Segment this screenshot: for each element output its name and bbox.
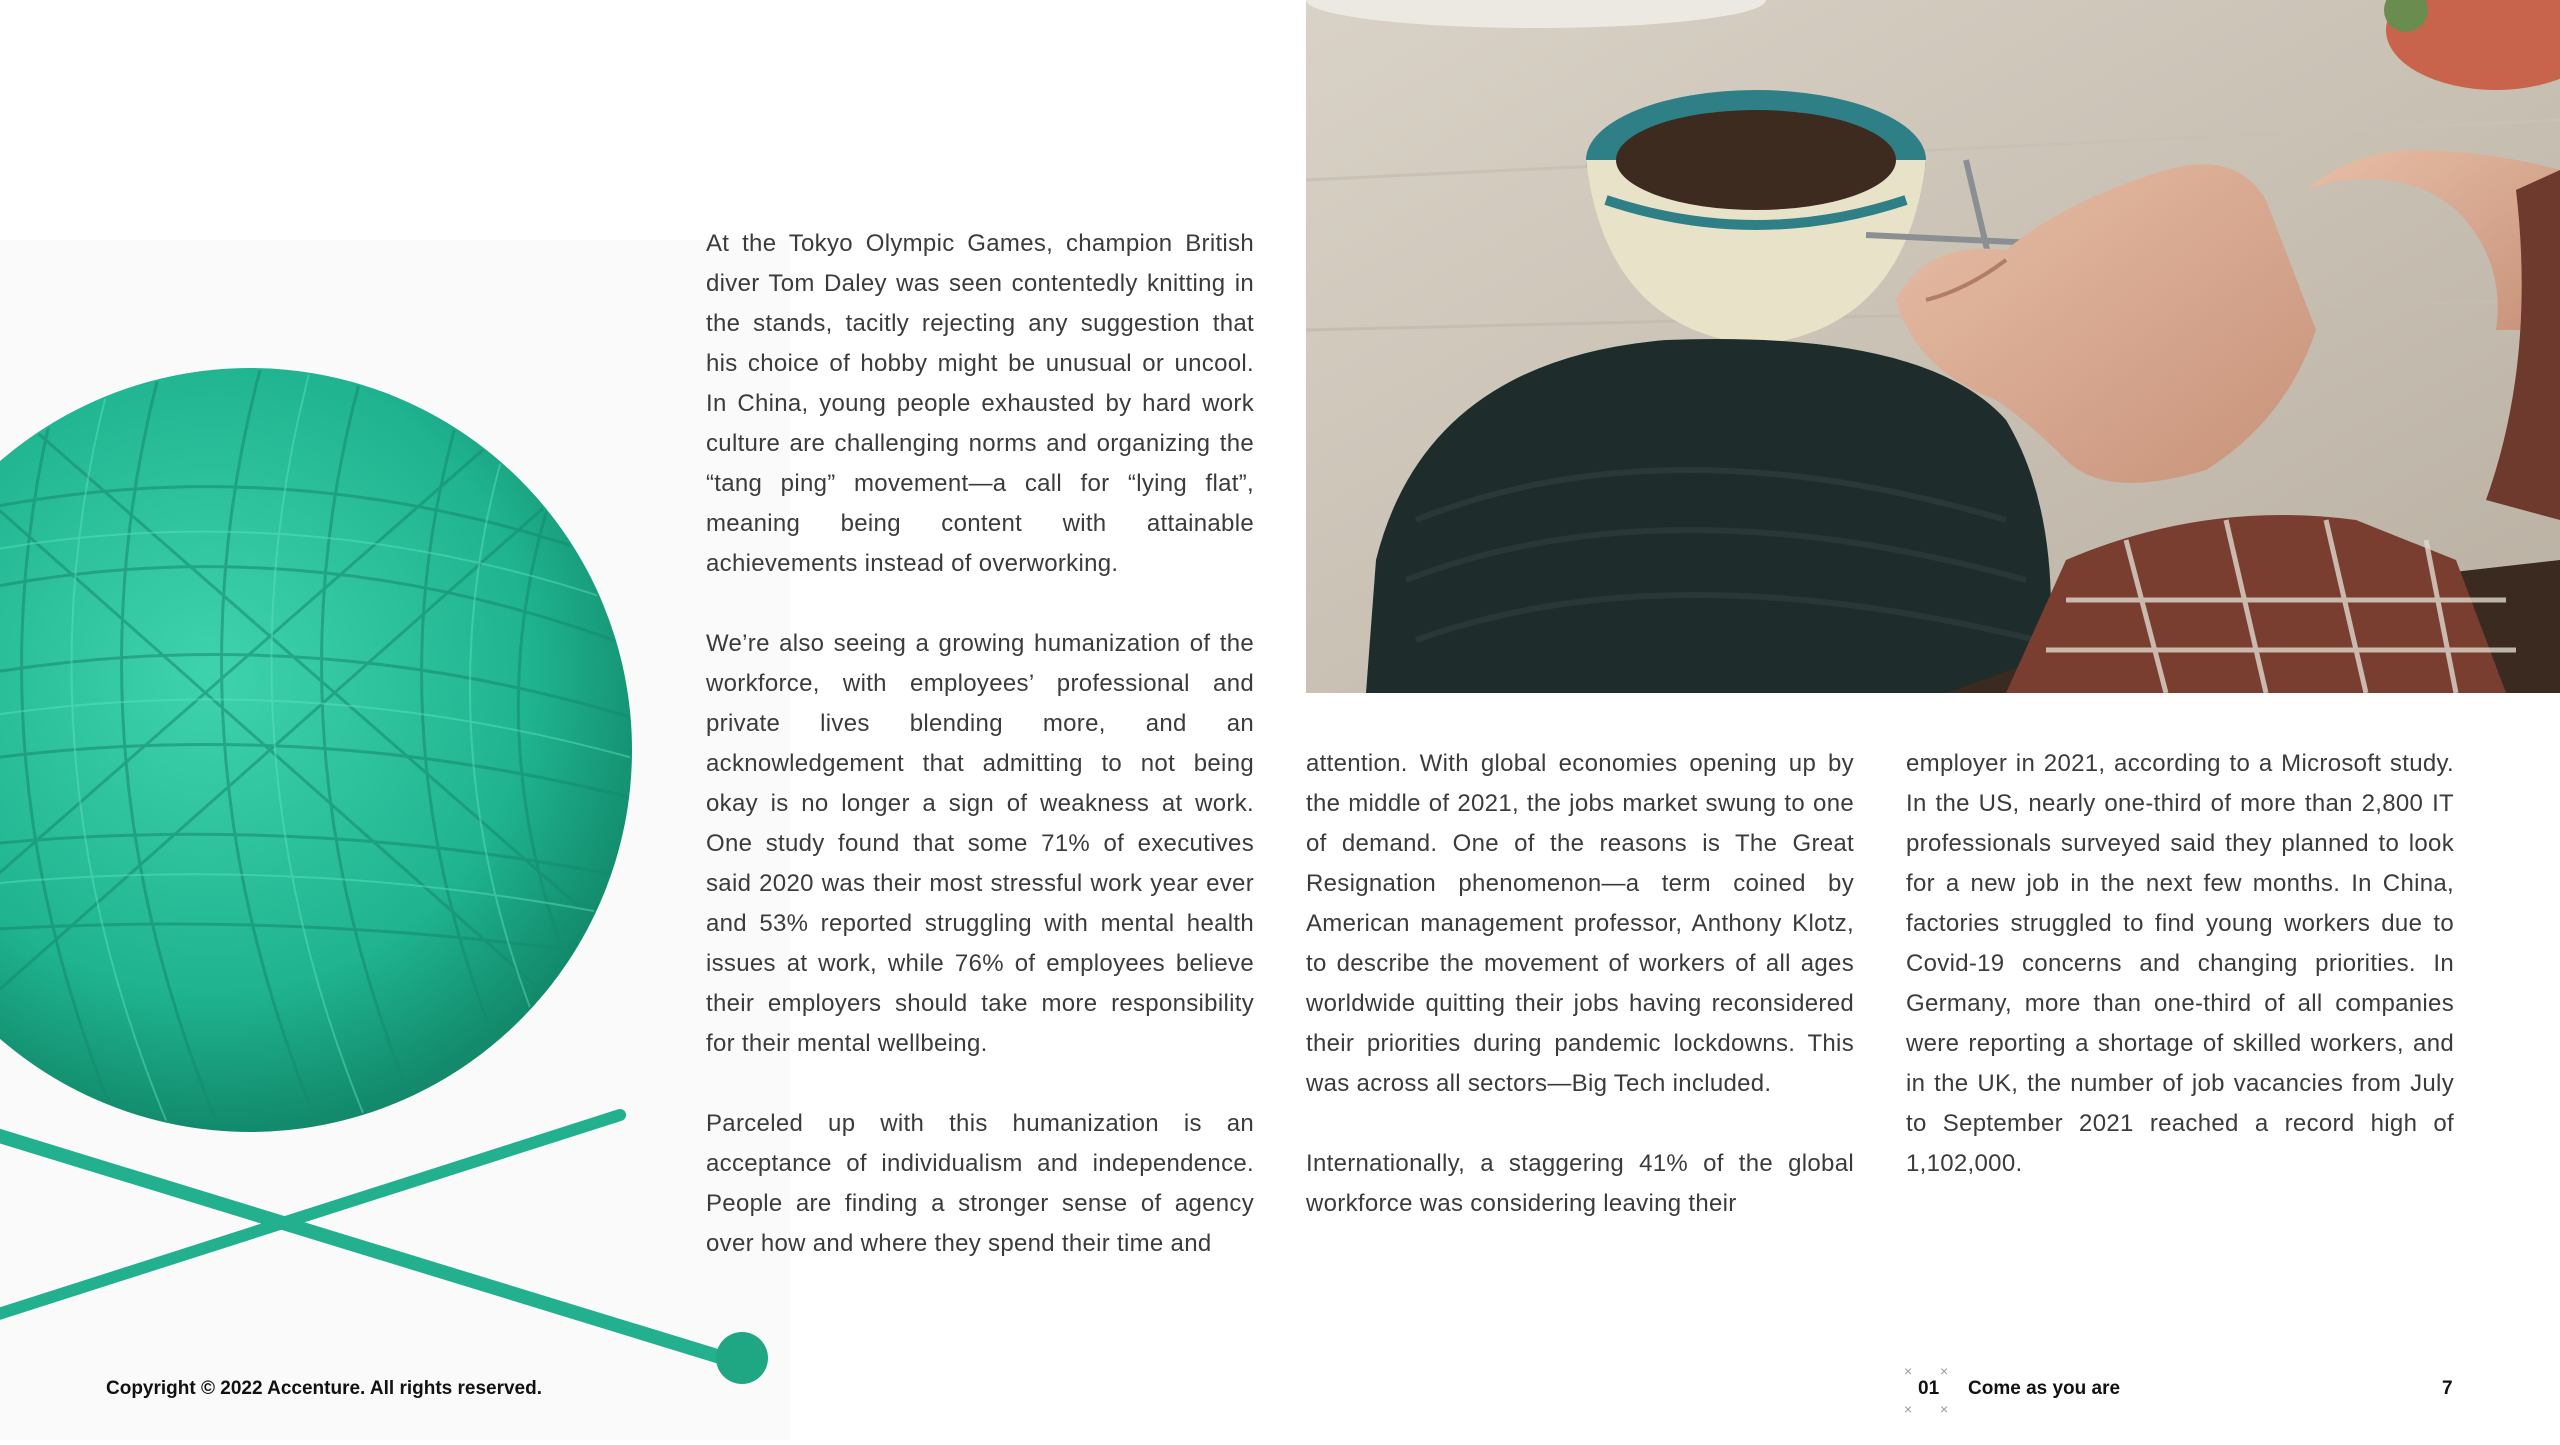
page-number: 7 — [2442, 1378, 2453, 1399]
article-column-3 — [1906, 744, 2454, 1184]
section-title: Come as you are — [1968, 1378, 2121, 1399]
corner-mark-icon: × — [1940, 1401, 1949, 1417]
paragraph: Internationally, a staggering 41% of the global workforce was considering leaving their — [1306, 1150, 1854, 1217]
corner-mark-icon: × — [1904, 1363, 1913, 1379]
paragraph: Parceled up with this humanization is an acceptance of individualism and independence. People are finding a stronger sense of agency over how and where they spend their time and — [706, 1110, 1254, 1257]
article-column-1 — [706, 224, 1254, 1264]
corner-mark-icon: × — [1904, 1401, 1913, 1417]
copyright-notice: Copyright © 2022 Accenture. All rights reserved. — [106, 1378, 543, 1399]
paragraph: attention. With global economies opening up by the middle of 2021, the jobs market swung to one of demand. One of the reasons is The Great Resignation phenomenon—a term coined by American management professor, Anthony Klotz, to describe the movement of workers of all ages worldwide quitting their jobs having reconsidered their priorities during pandemic lockdowns. This was across all sectors—Big Tech included. — [1306, 750, 1854, 1097]
knitting-photo — [1306, 0, 2560, 693]
section-number: 01 — [1918, 1378, 1940, 1399]
yarn-ball-image — [0, 240, 800, 1440]
paragraph: At the Tokyo Olympic Games, champion British diver Tom Daley was seen contentedly knitting in the stands, tacitly rejecting any suggestion that his choice of hobby might be unusual or uncool. In China, young people exhausted by hard work culture are challenging norms and organizing the “tang ping” movement—a call for “lying flat”, meaning being content with attainable achievements instead of overworking. — [706, 230, 1254, 577]
article-column-2 — [1306, 744, 1854, 1224]
paragraph: employer in 2021, according to a Microsoft study. In the US, nearly one-third of more than 2,800 IT professionals surveyed said they planned to look for a new job in the next few months. In China, factories struggled to find young workers due to Covid-19 concerns and changing priorities. In Germany, more than one-third of all companies were reporting a shortage of skilled workers, and in the UK, the number of job vacancies from July to September 2021 reached a record high of 1,102,000. — [1906, 750, 2454, 1177]
corner-mark-icon: × — [1940, 1363, 1949, 1379]
paragraph: We’re also seeing a growing humanization of the workforce, with employees’ professional and private lives blending more, and an acknowledgement that admitting to not being okay is no longer a sign of weakness at work. One study found that some 71% of executives said 2020 was their most stressful work year ever and 53% reported struggling with mental health issues at work, while 76% of employees believe their employers should take more responsibility for their mental wellbeing. — [706, 630, 1254, 1057]
